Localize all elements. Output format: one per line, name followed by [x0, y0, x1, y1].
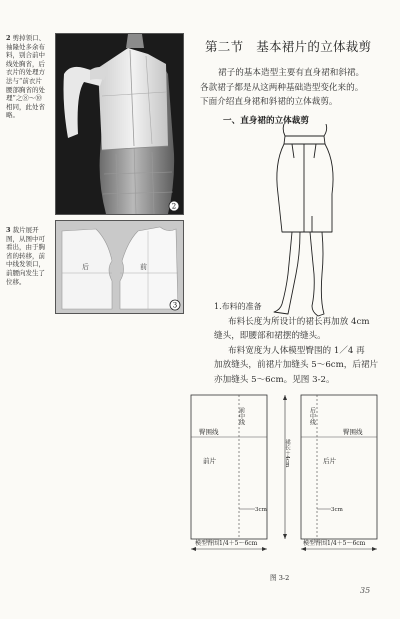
materials-section: [200, 300, 396, 388]
caption-2-line: 相同，此处省: [6, 102, 45, 111]
caption-3-number: 3: [6, 226, 11, 234]
intro-line: 裙子的基本造型主要有直身裙和斜裙。: [218, 68, 365, 78]
pattern-pieces-drawing: [56, 221, 183, 313]
figure-caption: 图 3-2: [270, 574, 290, 582]
front-center-line-label: 前中线: [237, 407, 245, 425]
caption-2-line: 法与“前衣片: [6, 76, 42, 85]
caption-2-line: 袖隆处多余布: [6, 42, 45, 51]
caption-2-line: 略。: [6, 111, 19, 120]
photo-2-back-label: 后: [82, 263, 89, 271]
caption-3-line: 看出，由于胸: [6, 243, 45, 252]
caption-2-line: 线处胸省，后: [6, 59, 45, 68]
photo-1-label: 2: [171, 202, 177, 211]
width-line: 加放缝头，前裙片加缝头 5～6cm，后裙片: [214, 360, 379, 371]
back-center-line-label: 后中线: [308, 407, 316, 425]
width-line: 亦加缝头 5～6cm。见图 3-2。: [214, 374, 335, 385]
intro-line: 下面介绍直身裙和斜裙的立体裁剪。: [200, 97, 338, 108]
photo-pattern-pieces: [55, 220, 184, 314]
front-hip-width-label: 模型臀围1/4＋5～6cm: [195, 540, 258, 547]
back-seam-label: 3cm: [331, 507, 343, 513]
mannequin-drawing: [56, 34, 183, 214]
caption-2-number: 2: [6, 34, 11, 42]
caption-2-line: 剪掉领口、: [12, 34, 46, 42]
caption-3-line: 前腰向发生了: [6, 268, 45, 277]
skirt-figure-drawing: [252, 124, 362, 320]
caption-3-line: 裁片展开: [12, 226, 39, 234]
page-number: 35: [360, 586, 371, 595]
photo-2-label: 3: [172, 301, 178, 310]
front-seam-label: 3cm: [255, 507, 267, 513]
photo-mannequin: [55, 33, 184, 215]
subsection-title: 一、直身裙的立体裁剪: [223, 116, 309, 126]
caption-step-2: [6, 34, 51, 120]
intro-line: 各款裙子都是从这两种基础造型变化来的。: [200, 82, 364, 93]
caption-2-line: 料，别合前中: [6, 51, 45, 60]
width-line: 布料宽度为人体模型臀围的 1／4 再: [228, 345, 365, 356]
front-piece-label: 前片: [203, 457, 216, 465]
caption-3-line: 位移。: [6, 277, 26, 286]
caption-3-line: 中线发领口，: [6, 260, 45, 269]
caption-step-3: [6, 226, 51, 286]
front-hip-line-label: 臀围线: [199, 428, 219, 436]
caption-3-line: 省的转移，前: [6, 251, 45, 260]
length-line: 布料长度为所设计的裙长再加放 4cm: [228, 316, 370, 327]
caption-3-line: 图，从图中可: [6, 234, 45, 243]
back-hip-width-label: 模型臀围1/4＋5～6cm: [303, 540, 366, 547]
caption-2-line: 腰部胸省的处: [6, 85, 45, 94]
intro-paragraph: [200, 66, 392, 110]
length-line: 缝头，即腰部和裙摆的缝头。: [214, 331, 326, 342]
back-hip-line-label: 臀围线: [343, 428, 363, 436]
caption-2-line: 衣片的处理方: [6, 68, 45, 77]
pattern-diagram: [175, 385, 395, 565]
section-title: 第二节 基本裙片的立体裁剪: [205, 39, 372, 54]
caption-2-line: 理”之⑧～⑩: [6, 94, 42, 103]
back-piece-label: 后片: [323, 457, 336, 465]
pattern-diagram-svg: [175, 385, 395, 565]
skirt-illustration: [252, 124, 362, 320]
photo-2-front-label: 前: [140, 263, 147, 271]
skirt-length-label: 裙长＋4cm: [284, 439, 290, 468]
materials-heading: 1.布料的准备: [214, 302, 262, 311]
